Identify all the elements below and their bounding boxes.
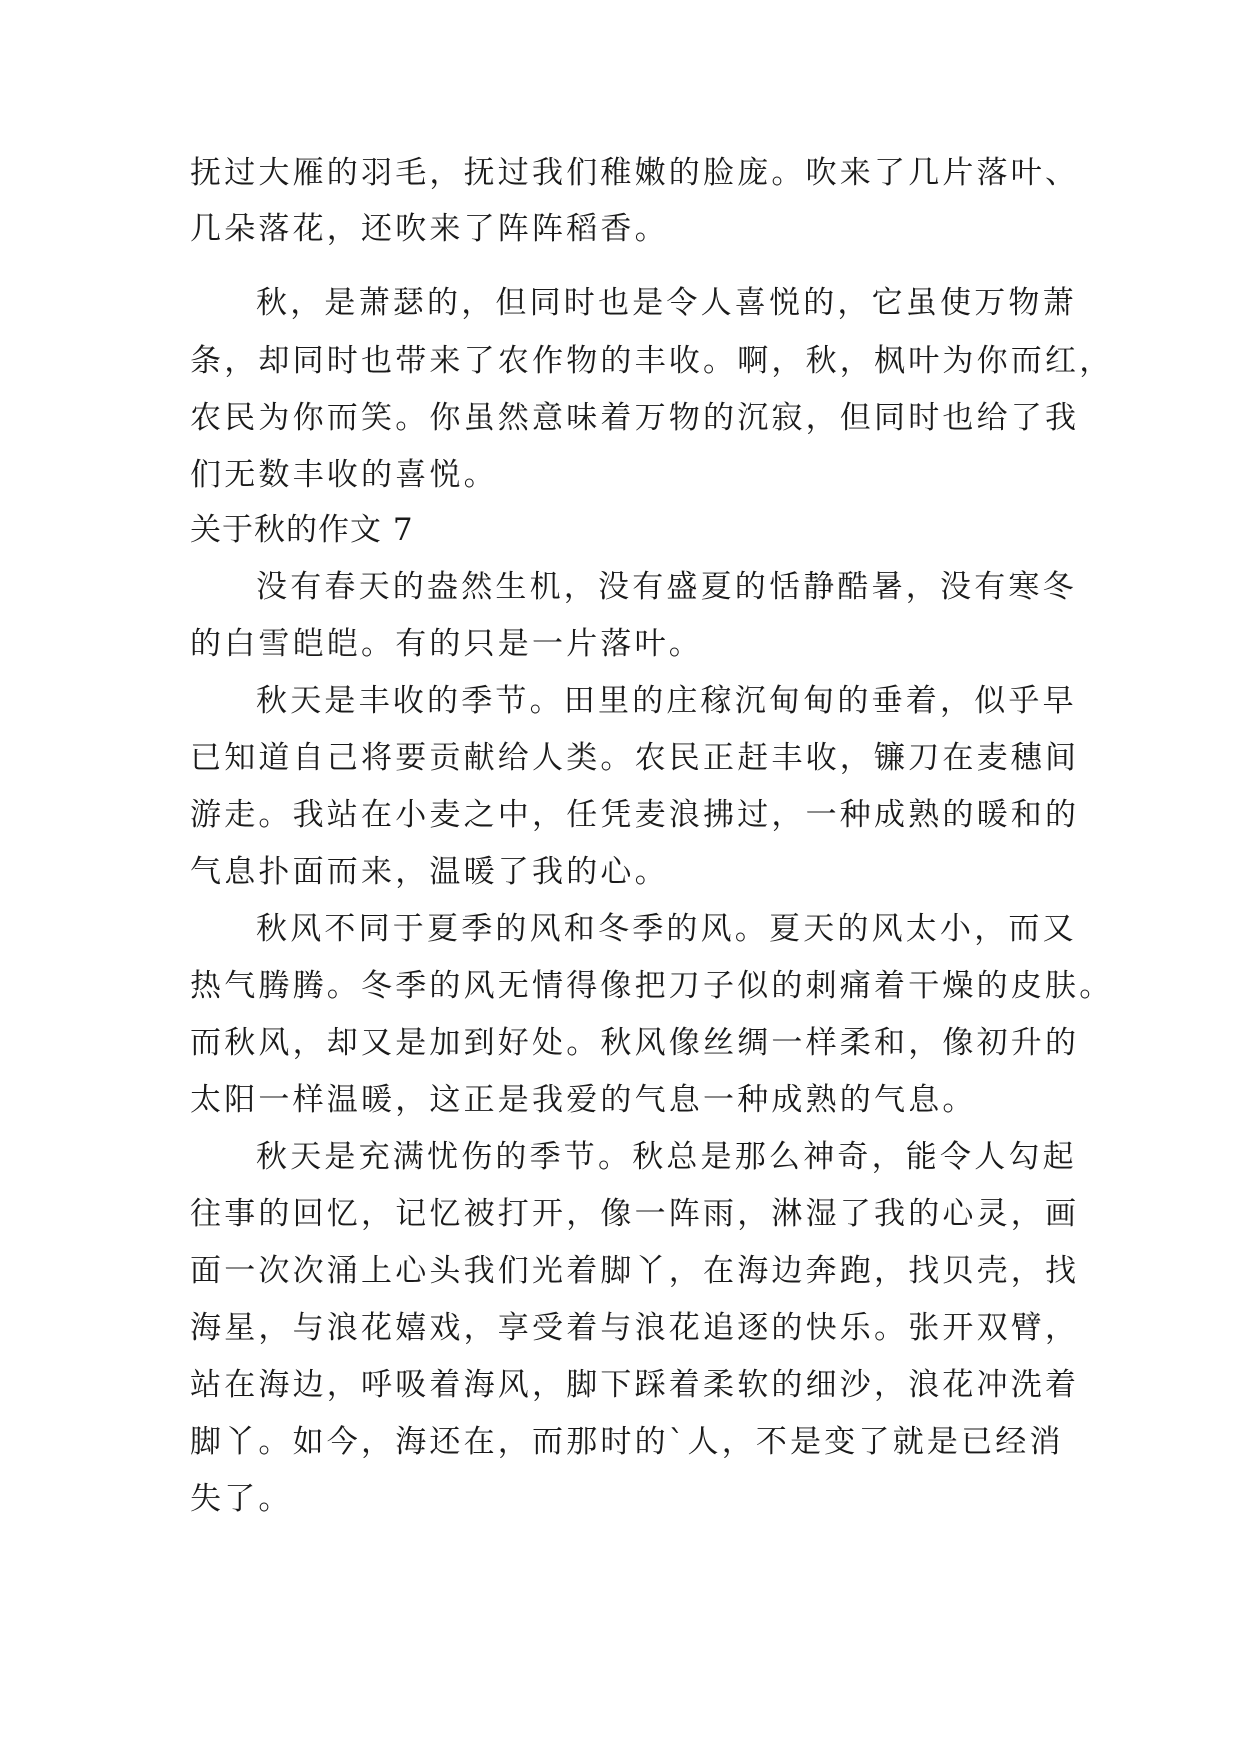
- text-line: 几朵落花，还吹来了阵阵稻香。: [190, 211, 669, 247]
- text-line: 面一次次涌上心头我们光着脚丫，在海边奔跑，找贝壳，找: [190, 1253, 1080, 1289]
- text-line: 而秋风，却又是加到好处。秋风像丝绸一样柔和，像初升的: [190, 1025, 1080, 1061]
- section-heading: 关于秋的作文 7: [190, 512, 414, 548]
- paragraph-first-line: 秋天是丰收的季节。田里的庄稼沉甸甸的垂着，似乎早: [256, 683, 1077, 719]
- paragraph-first-line: 秋风不同于夏季的风和冬季的风。夏天的风太小，而又: [256, 911, 1077, 947]
- text-line: 海星，与浪花嬉戏，享受着与浪花追逐的快乐。张开双臂，: [190, 1310, 1080, 1346]
- text-line: 站在海边，呼吸着海风，脚下踩着柔软的细沙，浪花冲洗着: [190, 1367, 1080, 1403]
- text-line: 抚过大雁的羽毛，抚过我们稚嫩的脸庞。吹来了几片落叶、: [190, 155, 1080, 191]
- text-line: 的白雪皑皑。有的只是一片落叶。: [190, 626, 703, 662]
- text-line: 已知道自己将要贡献给人类。农民正赶丰收，镰刀在麦穗间: [190, 740, 1080, 776]
- text-line: 气息扑面而来，温暖了我的心。: [190, 854, 669, 890]
- paragraph-first-line: 秋，是萧瑟的，但同时也是令人喜悦的，它虽使万物萧: [256, 285, 1077, 321]
- text-line: 往事的回忆，记忆被打开，像一阵雨，淋湿了我的心灵，画: [190, 1196, 1080, 1232]
- text-line: 们无数丰收的喜悦。: [190, 457, 498, 493]
- paragraph-first-line: 没有春天的盎然生机，没有盛夏的恬静酷暑，没有寒冬: [256, 569, 1077, 605]
- text-line: 农民为你而笑。你虽然意味着万物的沉寂，但同时也给了我: [190, 400, 1080, 436]
- text-line: 条，却同时也带来了农作物的丰收。啊，秋，枫叶为你而红，: [190, 343, 1114, 379]
- paragraph-first-line: 秋天是充满忧伤的季节。秋总是那么神奇，能令人勾起: [256, 1139, 1077, 1175]
- text-line: 失了。: [190, 1481, 293, 1517]
- text-line: 热气腾腾。冬季的风无情得像把刀子似的刺痛着干燥的皮肤。: [190, 968, 1114, 1004]
- text-line: 脚丫。如今，海还在，而那时的`人，不是变了就是已经消: [190, 1424, 1064, 1460]
- text-line: 太阳一样温暖，这正是我爱的气息一种成熟的气息。: [190, 1082, 977, 1118]
- text-line: 游走。我站在小麦之中，任凭麦浪拂过，一种成熟的暖和的: [190, 797, 1080, 833]
